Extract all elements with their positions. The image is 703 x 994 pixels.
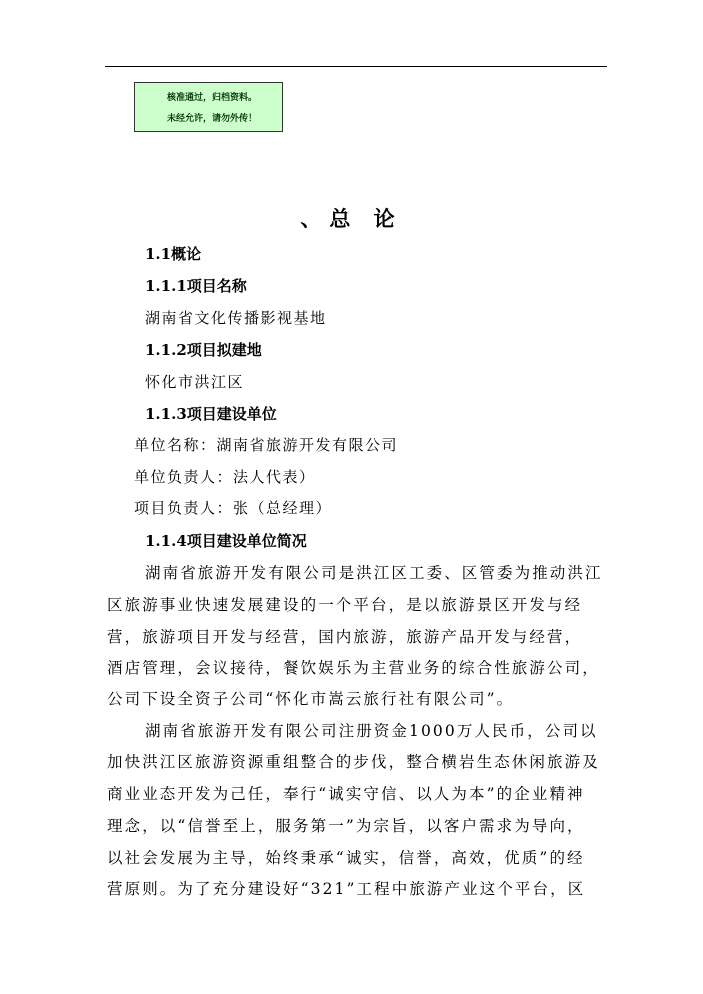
paragraph-line: 加快洪江区旅游资源重组整合的步伐，整合横岩生态休闲旅游及 xyxy=(107,753,600,771)
heading-1-1-2: 1.1.2项目拟建地 xyxy=(145,341,262,359)
unit-leader: 单位负责人：法人代表） xyxy=(134,468,316,486)
paragraph-line: 理念，以“信誉至上，服务第一”为宗旨，以客户需求为导向， xyxy=(107,817,585,835)
paragraph-line: 营原则。为了充分建设好“321”工程中旅游产业这个平台，区 xyxy=(107,880,586,898)
heading-1-1: 1.1概论 xyxy=(145,245,202,263)
stamp-line-1: 核准通过，归档资料。 xyxy=(167,93,258,103)
approval-stamp xyxy=(134,82,283,132)
unit-name: 单位名称：湖南省旅游开发有限公司 xyxy=(134,436,399,454)
paragraph-line: 区旅游事业快速发展建设的一个平台，是以旅游景区开发与经 xyxy=(107,596,583,614)
paragraph-line: 酒店管理，会议接待，餐饮娱乐为主营业务的综合性旅游公司， xyxy=(107,659,600,677)
paragraph-line: 公司下设全资子公司“怀化市嵩云旅行社有限公司”。 xyxy=(107,690,515,708)
paragraph-line: 湖南省旅游开发有限公司注册资金1000万人民币，公司以 xyxy=(145,722,598,740)
chapter-title: 、总 论 xyxy=(300,206,403,231)
heading-1-1-4: 1.1.4项目建设单位简况 xyxy=(145,532,307,550)
project-leader: 项目负责人：张（总经理） xyxy=(134,499,333,517)
paragraph-line: 以社会发展为主导，始终秉承“诚实，信誉，高效，优质”的经 xyxy=(107,849,585,867)
paragraph-line: 商业业态开发为己任，奉行“诚实守信、以人为本”的企业精神 xyxy=(107,785,585,803)
project-name: 湖南省文化传播影视基地 xyxy=(145,309,327,327)
heading-1-1-3: 1.1.3项目建设单位 xyxy=(145,405,277,423)
heading-1-1-1: 1.1.1项目名称 xyxy=(145,277,247,295)
header-rule xyxy=(105,66,607,67)
stamp-line-2: 未经允许，请勿外传！ xyxy=(167,114,258,124)
project-location: 怀化市洪江区 xyxy=(145,373,245,391)
paragraph-line: 湖南省旅游开发有限公司是洪江区工委、区管委为推动洪江 xyxy=(145,564,603,582)
paragraph-line: 营，旅游项目开发与经营，国内旅游，旅游产品开发与经营， xyxy=(107,628,583,646)
